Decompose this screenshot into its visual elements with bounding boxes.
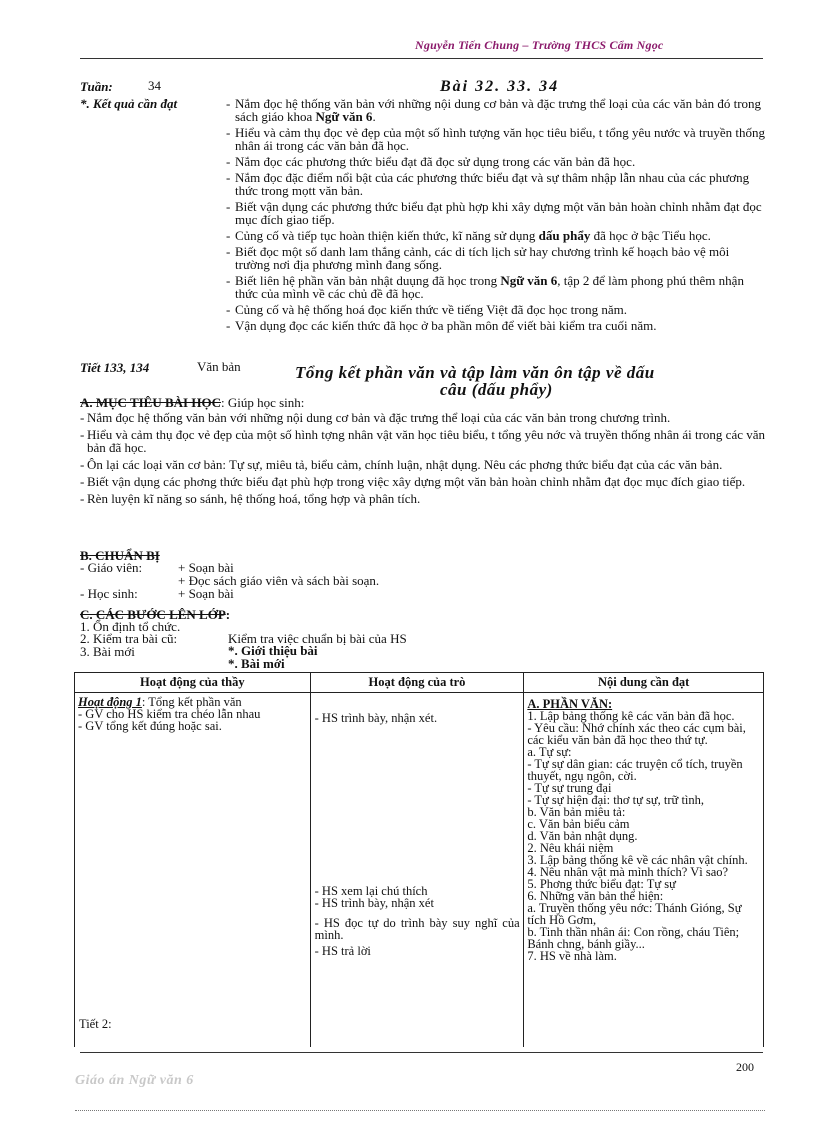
content-line: b. Văn bản miêu tả: bbox=[527, 805, 626, 819]
content-line: - Tự sự dân gian: các truyện cổ tích, truyền thuyết, ngụ ngôn, cời. bbox=[527, 757, 743, 783]
step-label: 2. Kiểm tra bài cũ: bbox=[80, 631, 178, 646]
content-line: b. Tinh thần nhân ái: Con rồng, cháu Tiên; Bánh chng, bánh giầy... bbox=[527, 925, 740, 951]
period-type: Văn bản bbox=[197, 359, 241, 374]
content-line: 3. Lập bảng thống kê về các nhân vật chính. bbox=[527, 853, 748, 867]
step-label: 3. Bài mới bbox=[80, 644, 135, 659]
outcome-item: - Nắm đọc hệ thống văn bản với những nội dung cơ bản và đặc trưng thể loại của các văn bản đó trong sách giáo khoa Ngữ văn 6. bbox=[226, 96, 762, 124]
content-heading: A. PHẦN VĂN: bbox=[527, 697, 613, 711]
student-activity-cell bbox=[310, 693, 524, 1047]
content-line: - Yêu cầu: Nhớ chính xác theo các cụm bài, các kiểu văn bản đã học theo thứ tự. bbox=[527, 721, 746, 747]
student-line: - HS trả lời bbox=[314, 944, 371, 958]
teacher-line: - GV tổng kết đúng hoặc sai. bbox=[78, 719, 222, 733]
objective-item: - Ôn lại các loại văn cơ bản: Tự sự, miêu tả, biểu cảm, chính luận, nhật dụng. Nêu các phơng thức biểu đạt của các văn bản. bbox=[80, 457, 723, 472]
col-header-teacher: Hoạt động của thầy bbox=[75, 673, 311, 693]
student-prep-item: + Soạn bài bbox=[178, 586, 234, 601]
outcome-item: - Biết vận dụng các phương thức biểu đạt phù hợp khi xây dựng một văn bản hoàn chỉnh nhằm đạt đọc mục đích giao tiếp. bbox=[226, 199, 762, 227]
student-line: - HS trình bày, nhận xét. bbox=[314, 711, 438, 725]
step-value: *. Giới thiệu bài bbox=[228, 643, 318, 658]
section-a-heading: A. MỤC TIÊU BÀI HỌC bbox=[80, 395, 221, 410]
footer-watermark: Giáo án Ngữ văn 6 bbox=[75, 1073, 194, 1088]
week-value: 34 bbox=[148, 78, 161, 93]
student-line: - HS đọc tự do trình bày suy nghĩ của mình. bbox=[314, 916, 520, 942]
teacher-activity-cell bbox=[75, 693, 311, 1047]
objective-item: - Hiểu và cảm thụ đọc vẻ đẹp của một số hình tợng nhân vật văn học tiêu biểu, t tổng yêu nớc và truyền thống nhân ái trong các văn bản đã học. bbox=[80, 427, 766, 455]
content-line: 6. Những văn bản thể hiện: bbox=[527, 889, 664, 903]
period-label: Tiết 133, 134 bbox=[80, 360, 150, 375]
period-title-line2: câu (dấu phẩy) bbox=[440, 380, 553, 399]
content-line: - Tự sự hiện đại: thơ tự sự, trữ tình, bbox=[527, 793, 705, 807]
outcome-item: - Nắm đọc các phương thức biểu đạt đã đọc sử dụng trong các văn bản đã học. bbox=[226, 154, 636, 169]
page-number: 200 bbox=[736, 1060, 754, 1074]
lesson-activity-table bbox=[74, 672, 764, 1047]
page-header-author: Nguyễn Tiến Chung – Trường THCS Cẩm Ngọc bbox=[415, 38, 664, 52]
header-rule bbox=[80, 58, 763, 59]
content-line: 7. HS về nhà làm. bbox=[527, 949, 617, 963]
period-title-line1: Tổng kết phần văn và tập làm văn ôn tập về dấu bbox=[295, 363, 655, 382]
section-c-heading: C. CÁC BƯỚC LÊN LỚP: bbox=[80, 607, 231, 622]
outcomes-label: *. Kết quả cần đạt bbox=[80, 96, 178, 111]
objective-item: - Nắm đọc hệ thống văn bản với những nội dung cơ bản và đặc trưng thể loại của các văn bản trong chương trình. bbox=[80, 410, 671, 425]
content-line: - Tự sự trung đại bbox=[527, 781, 612, 795]
outcome-item: - Vận dụng đọc các kiến thức đã học ở ba phần môn để viết bài kiểm tra cuối năm. bbox=[226, 318, 657, 333]
content-cell bbox=[524, 693, 764, 1047]
outcome-item: - Củng cố và tiếp tục hoàn thiện kiến thức, kĩ năng sử dụng dấu phẩy đã học ở bậc Tiểu học. bbox=[226, 228, 711, 243]
objective-item: - Rèn luyện kĩ năng so sánh, hệ thống hoá, tổng hợp và phân tích. bbox=[80, 491, 421, 506]
teacher-prep-item: + Soạn bài bbox=[178, 560, 234, 575]
teacher-prep-label: - Giáo viên: bbox=[80, 560, 143, 575]
footer-dotted-rule bbox=[75, 1110, 765, 1111]
activity-label: Hoạt động 1 bbox=[78, 695, 142, 709]
lesson-title: Bài 32. 33. 34 bbox=[440, 78, 560, 95]
outcome-item: - Nắm đọc đặc điểm nổi bật của các phương thức biểu đạt và sự thâm nhập lẫn nhau của các phương thức trong mọtt văn bản. bbox=[226, 170, 750, 198]
col-header-student: Hoạt động của trò bbox=[310, 673, 524, 693]
content-line: d. Văn bản nhật dụng. bbox=[527, 829, 638, 843]
content-line: 2. Nêu khái niệm bbox=[527, 841, 614, 855]
teacher-prep-item: + Đọc sách giáo viên và sách bài soạn. bbox=[178, 573, 380, 588]
student-line: - HS xem lại chú thích bbox=[314, 884, 428, 898]
outcome-item: - Hiểu và cảm thụ đọc vẻ đẹp của một số hình tượng văn học tiêu biểu, t tổng yêu nước và truyền thống nhân ái trong các văn bản đã học. bbox=[226, 125, 766, 153]
outcome-item: - Củng cố và hệ thống hoá đọc kiến thức về tiếng Việt đã đọc học trong năm. bbox=[226, 302, 627, 317]
outcome-item: - Biết liên hệ phần văn bản nhật duụng đã học trong Ngữ văn 6, tập 2 để làm phong phú thêm nhận thức của mình về các chủ đề đã học. bbox=[226, 273, 744, 301]
section-b-heading: B. CHUẨN BỊ bbox=[80, 548, 160, 563]
content-line: 5. Phơng thức biểu đạt: Tự sự bbox=[527, 877, 676, 891]
step-label: 1. Ổn định tổ chức. bbox=[80, 619, 181, 634]
content-line: 1. Lập bảng thống kê các văn bản đã học. bbox=[527, 709, 735, 723]
content-line: c. Văn bản biểu cảm bbox=[527, 817, 630, 831]
week-label: Tuần: bbox=[80, 79, 113, 94]
activity-title: : Tổng kết phần văn bbox=[141, 695, 242, 709]
footer-rule bbox=[80, 1052, 763, 1053]
content-line: a. Truyền thống yêu nớc: Thánh Gióng, Sự tích Hồ Gơm, bbox=[527, 901, 742, 927]
step-value: Kiểm tra việc chuẩn bị bài của HS bbox=[228, 631, 407, 646]
student-prep-label: - Học sinh: bbox=[80, 586, 138, 601]
objective-item: - Biết vận dụng các phơng thức biểu đạt phù hợp trong việc xây dựng một văn bản hoàn chỉnh nhằm đạt đọc mục đích giao tiếp. bbox=[80, 474, 746, 489]
outcome-item: - Biết đọc một số danh lam thắng cảnh, các di tích lịch sử hay chương trình kế hoạch bảo vệ môi trường nơi địa phương mình đang sống. bbox=[226, 244, 730, 272]
content-line: 4. Nêu nhân vật mà mình thích? Vì sao? bbox=[527, 865, 729, 879]
content-line: a. Tự sự: bbox=[527, 745, 572, 759]
tiet-2-label: Tiết 2: bbox=[79, 1017, 112, 1031]
new-lesson-label: *. Bài mới bbox=[228, 656, 285, 671]
section-a-intro: : Giúp học sinh: bbox=[220, 395, 305, 410]
outcomes-list bbox=[226, 97, 766, 335]
col-header-content: Nội dung cần đạt bbox=[524, 673, 764, 693]
student-line: - HS trình bày, nhận xét bbox=[314, 896, 434, 910]
teacher-line: - GV cho HS kiểm tra chéo lẫn nhau bbox=[78, 707, 261, 721]
section-a bbox=[80, 396, 765, 509]
